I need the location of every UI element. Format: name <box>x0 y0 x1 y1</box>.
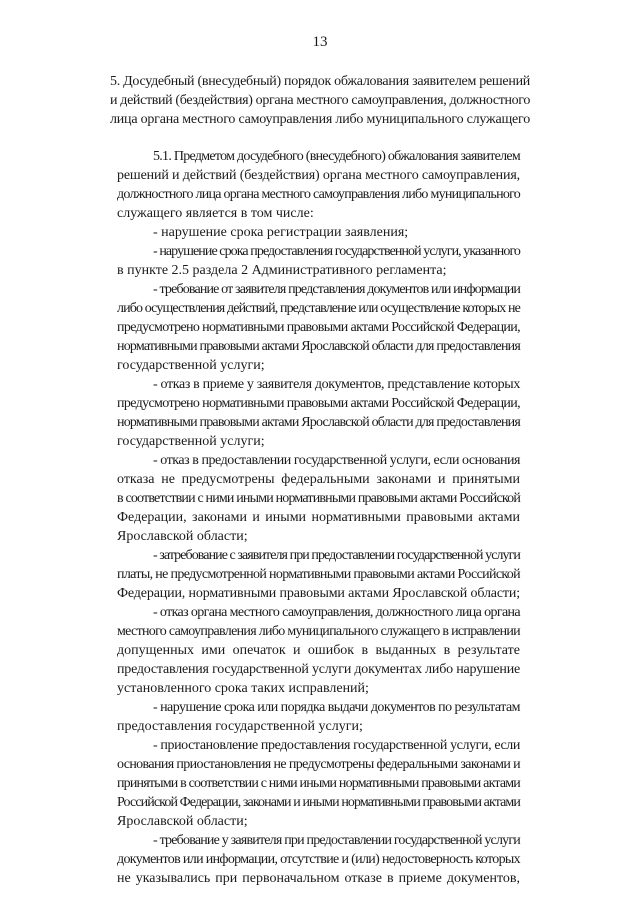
heading-line: лица органа местного самоуправления либо муниципального служащего <box>110 112 530 127</box>
text-line: - требование у заявителя при предоставлении государственной услуги <box>153 833 520 848</box>
heading-line: и действий (бездействия) органа местного самоуправления, должностного <box>110 93 531 108</box>
paragraph <box>117 736 520 831</box>
section-heading <box>110 72 530 129</box>
paragraph <box>117 698 520 736</box>
paragraph <box>117 603 520 698</box>
text-line: нормативными правовыми актами Ярославской области для предоставления <box>117 339 520 354</box>
document-body <box>117 147 520 888</box>
text-line: не указывались при первоначальном отказе в приеме документов, <box>117 871 520 886</box>
paragraph <box>117 147 520 223</box>
text-line: 5.1. Предметом досудебного (внесудебного) обжалования заявителем <box>153 149 520 164</box>
text-line: государственной услуги; <box>117 434 265 449</box>
paragraph <box>117 223 520 242</box>
heading-line: 5. Досудебный (внесудебный) порядок обжалования заявителем решений <box>110 74 530 89</box>
text-line: - отказ в предоставлении государственной услуги, если основания <box>153 453 521 468</box>
text-line: служащего является в том числе: <box>117 206 314 221</box>
text-line: в пункте 2.5 раздела 2 Административного регламента; <box>117 263 447 278</box>
text-line: предоставления государственной услуги; <box>117 719 363 734</box>
text-line: предусмотрено нормативными правовыми актами Российской Федерации, <box>117 320 521 335</box>
text-line: основания приостановления не предусмотрены федеральными законами и <box>117 757 520 772</box>
text-line: решений и действий (бездействия) органа местного самоуправления, <box>117 168 520 183</box>
text-line: государственной услуги; <box>117 358 265 373</box>
paragraph <box>117 375 520 451</box>
text-line: платы, не предусмотренной нормативными правовыми актами Российской <box>117 567 520 582</box>
text-line: - требование от заявителя представления документов или информации <box>153 282 520 297</box>
text-line: нормативными правовыми актами Ярославской области для предоставления <box>117 415 520 430</box>
text-line: местного самоуправления либо муниципального служащего в исправлении <box>117 624 520 639</box>
paragraph <box>117 831 520 888</box>
paragraph <box>117 546 520 603</box>
page-number: 13 <box>312 34 328 50</box>
paragraph <box>117 280 520 375</box>
text-line: - нарушение срока регистрации заявления; <box>153 225 409 240</box>
text-line: - затребование с заявителя при предоставлении государственной услуги <box>153 548 520 563</box>
text-line: Ярославской области; <box>117 529 248 544</box>
text-line: - нарушение срока предоставления государственной услуги, указанного <box>153 244 520 259</box>
text-line: - отказ в приеме у заявителя документов, представление которых <box>153 377 520 392</box>
text-line: предусмотрено нормативными правовыми актами Российской Федерации, <box>117 396 521 411</box>
paragraph <box>117 242 520 280</box>
text-line: в соответствии с ними иными нормативными правовыми актами Российской <box>117 491 520 506</box>
text-line: Российской Федерации, законами и иными нормативными правовыми актами <box>117 795 520 810</box>
text-line: Ярославской области; <box>117 814 248 829</box>
text-line: отказа не предусмотрены федеральными законами и принятыми <box>117 472 520 487</box>
text-line: - отказ органа местного самоуправления, должностного лица органа <box>153 605 520 620</box>
text-line: предоставления государственной услуги документах либо нарушение <box>117 662 520 677</box>
text-line: Федерации, нормативными правовыми актами Ярославской области; <box>117 586 520 601</box>
text-line: допущенных ими опечаток и ошибок в выданных в результате <box>117 643 520 658</box>
paragraph <box>117 451 520 546</box>
text-line: Федерации, законами и иными нормативными правовыми актами <box>117 510 520 525</box>
text-line: либо осуществления действий, представление или осуществление которых не <box>117 301 520 316</box>
text-line: - приостановление предоставления государственной услуги, если <box>153 738 520 753</box>
text-line: должностного лица органа местного самоуправления либо муниципального <box>117 187 520 202</box>
text-line: установленного срока таких исправлений; <box>117 681 369 696</box>
text-line: - нарушение срока или порядка выдачи документов по результатам <box>153 700 520 715</box>
text-line: документов или информации, отсутствие и (или) недостоверность которых <box>117 852 520 867</box>
text-line: принятыми в соответствии с ними иными нормативными правовыми актами <box>117 776 520 791</box>
